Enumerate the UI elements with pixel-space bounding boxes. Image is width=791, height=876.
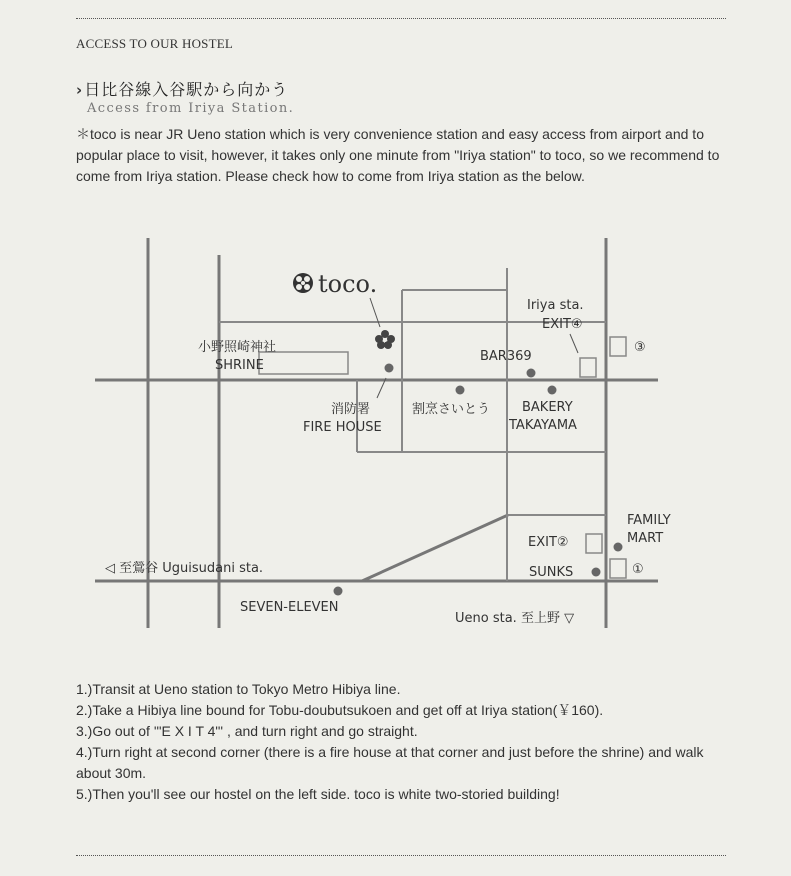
direction-step: 4.)Turn right at second corner (there is a fire house at that corner and just before the shrine) and walk about 30m. — [76, 744, 704, 781]
direction-step: 1.)Transit at Ueno station to Tokyo Metro Hibiya line. — [76, 681, 401, 697]
familymart-label-2: MART — [627, 531, 664, 546]
toco-logo — [293, 270, 377, 298]
shrine-label-jp: 小野照崎神社 — [198, 340, 277, 355]
logo-text: toco. — [318, 270, 378, 298]
exit1-box — [610, 559, 626, 578]
seven-eleven-label: SEVEN-ELEVEN — [240, 600, 339, 615]
firehouse-label-en: FIRE HOUSE — [303, 420, 382, 435]
sunks-dot — [592, 568, 601, 577]
sunks-label: SUNKS — [529, 565, 574, 580]
heading-japanese: 日比谷線入谷駅から向かう — [84, 80, 289, 99]
uguisudani-label: ◁ 至鶯谷 Uguisudani sta. — [105, 561, 264, 576]
direction-step: 5.)Then you'll see our hostel on the left side. toco is white two-storied building! — [76, 786, 560, 802]
bar-label: BAR369 — [480, 349, 532, 364]
hostel-marker-icon — [375, 330, 395, 349]
exit3-box — [610, 337, 626, 356]
restaurant-dot — [456, 386, 465, 395]
iriya-station-label: Iriya sta. — [527, 298, 584, 313]
shrine-box — [259, 352, 348, 374]
bakery-dot — [548, 386, 557, 395]
intro-paragraph: ＊toco is near JR Ueno station which is very convenience station and easy access from airport and to popular place to visit, however, it takes only one minute from "Iriya station" to toco, so we recommend to come from Iriya station. Please check how to come from Iriya station as the below. — [76, 126, 720, 184]
shrine-label-en: SHRINE — [215, 358, 264, 373]
flower-logo-icon — [293, 273, 313, 293]
seven-eleven-dot — [334, 587, 343, 596]
bar-dot — [527, 369, 536, 378]
direction-step: 2.)Take a Hibiya line bound for Tobu-doubutsukoen and get off at Iriya station(￥160). — [76, 702, 604, 718]
exit4-box — [580, 358, 596, 377]
ueno-station-label: Ueno sta. 至上野 ▽ — [455, 611, 575, 626]
exit2-box — [586, 534, 602, 553]
directions-list — [76, 679, 731, 805]
familymart-label-1: FAMILY — [627, 513, 671, 528]
firehouse-dot — [385, 364, 394, 373]
chevron-right-icon: › — [76, 81, 83, 99]
exit4-label: EXIT④ — [542, 317, 583, 332]
familymart-dot — [614, 543, 623, 552]
exit1-label: ① — [632, 562, 644, 577]
heading-english: Access from Iriya Station. — [87, 101, 295, 116]
bakery-label-2: TAKAYAMA — [509, 418, 577, 433]
bakery-label-1: BAKERY — [522, 400, 573, 415]
exit2-label: EXIT② — [528, 535, 569, 550]
restaurant-label: 割烹さいとう — [412, 402, 491, 417]
section-title: ACCESS TO OUR HOSTEL — [76, 36, 234, 51]
bottom-divider — [76, 855, 726, 856]
direction-step: 3.)Go out of '"E X I T 4"' , and turn right and go straight. — [76, 723, 418, 739]
firehouse-label-jp: 消防署 — [331, 402, 371, 417]
exit3-label: ③ — [634, 340, 646, 355]
